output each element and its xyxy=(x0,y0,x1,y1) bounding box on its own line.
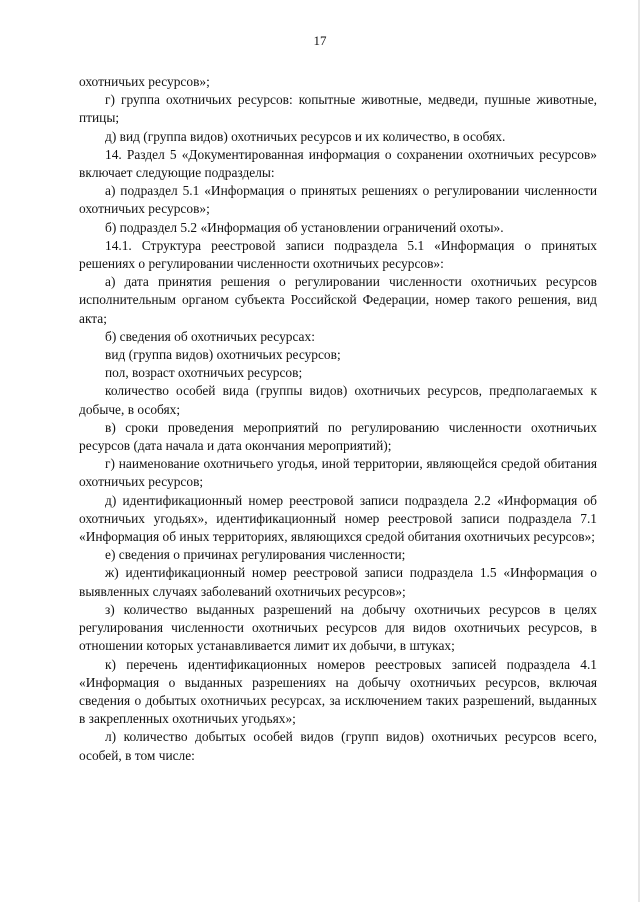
paragraph: л) количество добытых особей видов (групп видов) охотничьих ресурсов всего, особей, в том числе: xyxy=(79,729,597,763)
paragraph: г) группа охотничьих ресурсов: копытные животные, медведи, пушные животные, птицы; xyxy=(79,92,597,126)
paragraph: 14.1. Структура реестровой записи подраздела 5.1 «Информация о принятых решениях о регулировании численности охотничьих ресурсов»: xyxy=(79,237,597,272)
paragraph: б) сведения об охотничьих ресурсах: xyxy=(105,328,315,344)
page-number: 17 xyxy=(313,33,327,48)
paragraph: к) перечень идентификационных номеров реестровых записей подраздела 4.1 «Информация о выданных разрешениях на добычу охотничьих ресурсов, включая сведения о добытых охотничьих ресурсах, за исключением таких разрешений, выданных в закрепленных охотничьих угодьях»; xyxy=(79,656,597,727)
paragraph: а) дата принятия решения о регулировании численности охотничьих ресурсов исполнительным органом субъекта Российской Федерации, номер такого решения, вид акта; xyxy=(79,274,597,326)
paragraph: ж) идентификационный номер реестровой записи подраздела 1.5 «Информация о выявленных случаях заболеваний охотничьих ресурсов»; xyxy=(79,565,597,599)
paragraph: в) сроки проведения мероприятий по регулированию численности охотничьих ресурсов (дата начала и дата окончания мероприятий); xyxy=(79,419,597,454)
document-body xyxy=(79,73,597,765)
paragraph: количество особей вида (группы видов) охотничьих ресурсов, предполагаемых к добыче, в особях; xyxy=(79,383,597,417)
paragraph: е) сведения о причинах регулирования численности; xyxy=(105,547,406,563)
paragraph: д) вид (группа видов) охотничьих ресурсов и их количество, в особях. xyxy=(105,128,506,144)
paragraph: вид (группа видов) охотничьих ресурсов; xyxy=(105,347,341,363)
paragraph: пол, возраст охотничьих ресурсов; xyxy=(105,365,303,381)
paragraph: з) количество выданных разрешений на добычу охотничьих ресурсов в целях регулирования численности охотничьих ресурсов для видов охотничьих ресурсов, в отношении которых устанавливается лимит их добычи, в штуках; xyxy=(79,601,597,654)
paragraph: д) идентификационный номер реестровой записи подраздела 2.2 «Информация об охотничьих угодьях», идентификационный номер реестровой записи подраздела 7.1 «Информация об иных территориях, являющихся средой обитания охотничьих ресурсов»; xyxy=(79,492,597,545)
paragraph: б) подраздел 5.2 «Информация об установлении ограничений охоты». xyxy=(105,219,504,235)
paragraph: 14. Раздел 5 «Документированная информация о сохранении охотничьих ресурсов» включает следующие подразделы: xyxy=(79,146,597,181)
paragraph: а) подраздел 5.1 «Информация о принятых решениях о регулировании численности охотничьих ресурсов»; xyxy=(79,183,597,217)
paragraph: г) наименование охотничьего угодья, иной территории, являющейся средой обитания охотничьих ресурсов; xyxy=(79,456,597,490)
paragraph: охотничьих ресурсов»; xyxy=(79,74,210,89)
